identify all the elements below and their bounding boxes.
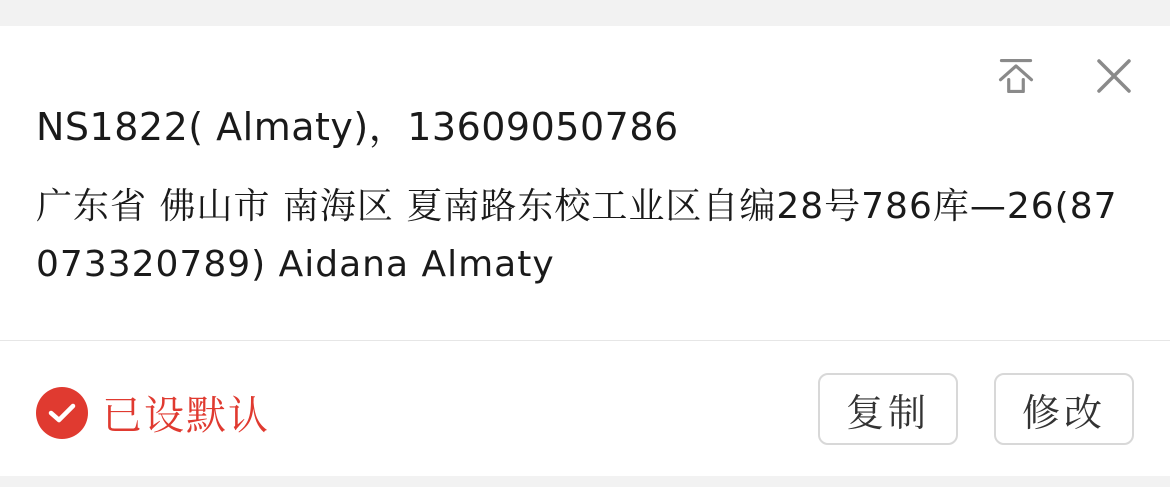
pin-to-top-icon[interactable]: [996, 56, 1036, 96]
default-address-toggle[interactable]: [36, 384, 270, 441]
recipient-name-phone: NS1822( Almaty)，13609050786: [36, 105, 679, 149]
copy-button[interactable]: 复制: [818, 373, 958, 445]
card-top-actions: [996, 56, 1134, 96]
default-label: 已设默认: [102, 393, 270, 439]
edit-button[interactable]: 修改: [994, 373, 1134, 445]
address-card: [0, 26, 1170, 476]
close-icon[interactable]: [1094, 56, 1134, 96]
full-address: 广东省 佛山市 南海区 夏南路东校工业区自编28号786库—26(87073320789) Aidana Almaty: [36, 186, 1118, 285]
check-circle-icon: [36, 387, 88, 439]
divider: [0, 340, 1170, 341]
